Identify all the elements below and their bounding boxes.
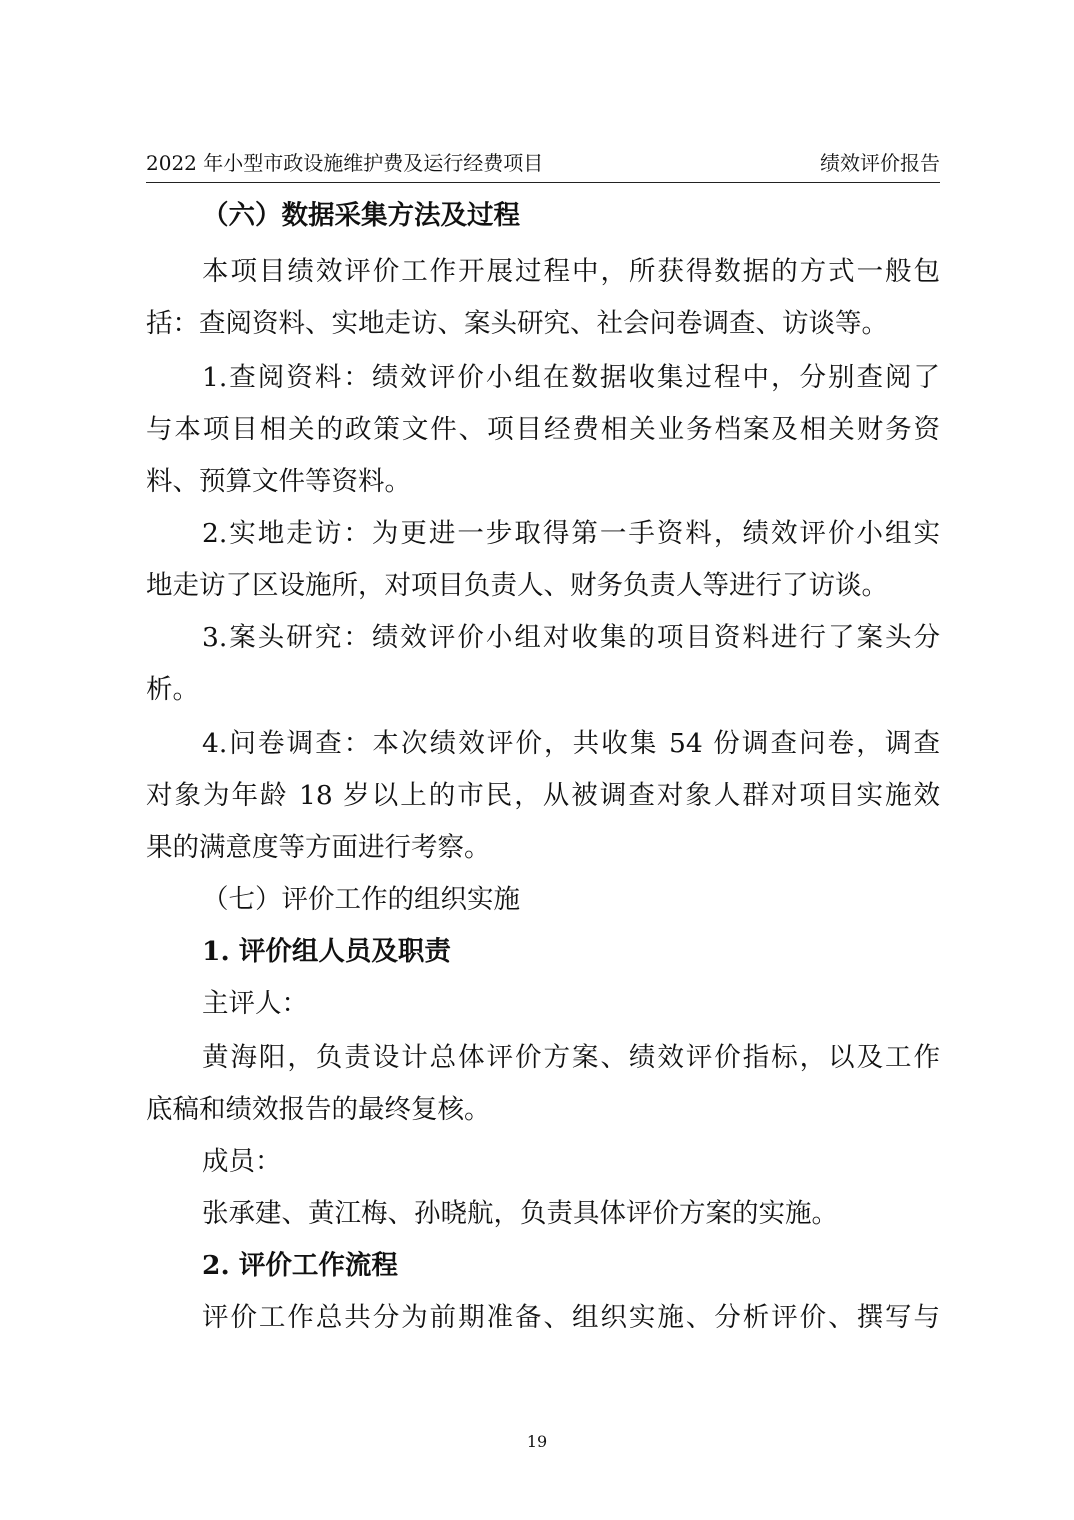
paragraph-line: 对象为年龄 18 岁以上的市民，从被调查对象人群对项目实施效 — [146, 780, 940, 811]
paragraph-line: 张承建、黄江梅、孙晓航，负责具体评价方案的实施。 — [202, 1198, 838, 1229]
paragraph-line: 与本项目相关的政策文件、项目经费相关业务档案及相关财务资 — [146, 414, 940, 445]
paragraph-line: 果的满意度等方面进行考察。 — [146, 832, 491, 863]
paragraph-line: 地走访了区设施所，对项目负责人、财务负责人等进行了访谈。 — [146, 570, 888, 601]
page-number: 19 — [526, 1432, 548, 1451]
paragraph-line: 本项目绩效评价工作开展过程中，所获得数据的方式一般包 — [202, 256, 940, 287]
paragraph-line: 析。 — [146, 674, 199, 705]
header-project-title: 2022 年小型市政设施维护费及运行经费项目 — [146, 151, 544, 175]
paragraph-line: 评价工作总共分为前期准备、组织实施、分析评价、撰写与 — [202, 1302, 940, 1333]
paragraph-line: 3.案头研究：绩效评价小组对收集的项目资料进行了案头分 — [202, 622, 940, 653]
paragraph-line: 1.查阅资料：绩效评价小组在数据收集过程中，分别查阅了 — [202, 362, 940, 393]
paragraph-line: 底稿和绩效报告的最终复核。 — [146, 1094, 491, 1125]
paragraph-line: 主评人： — [202, 988, 308, 1019]
page-header — [146, 150, 940, 183]
paragraph-line: 2.实地走访：为更进一步取得第一手资料，绩效评价小组实 — [202, 518, 940, 549]
paragraph-line: 括：查阅资料、实地走访、案头研究、社会问卷调查、访谈等。 — [146, 308, 888, 339]
section-heading-7: （七）评价工作的组织实施 — [202, 884, 520, 915]
paragraph-line: 4.问卷调查：本次绩效评价，共收集 54 份调查问卷，调查 — [202, 728, 940, 759]
header-report-type: 绩效评价报告 — [820, 151, 940, 175]
paragraph-line: 成员： — [202, 1146, 282, 1177]
paragraph-line: 料、预算文件等资料。 — [146, 466, 411, 497]
section-heading-6: （六）数据采集方法及过程 — [202, 200, 520, 231]
paragraph-line: 黄海阳，负责设计总体评价方案、绩效评价指标，以及工作 — [202, 1042, 940, 1073]
subheading-2: 2. 评价工作流程 — [202, 1250, 398, 1281]
subheading-1: 1. 评价组人员及职责 — [202, 936, 451, 967]
